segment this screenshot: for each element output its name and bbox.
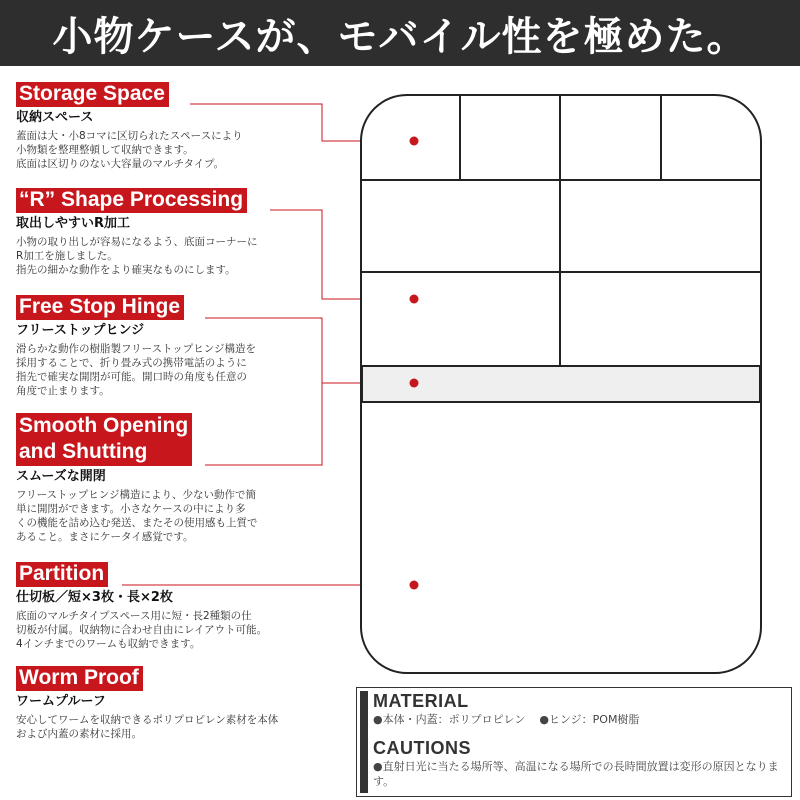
- feature-title-line: and Shutting: [19, 440, 148, 463]
- callout-dot: [410, 295, 419, 304]
- feature-worm-proof: [16, 666, 346, 741]
- feature-description: 小物の取り出しが容易になるよう、底面コーナーに R加工を施しました。 指先の細かな動作をより確実なものにします。: [16, 236, 258, 276]
- callout-dot: [410, 581, 419, 590]
- feature-description: 安心してワームを収納できるポリプロピレン素材を本体 および内蓋の素材に採用。: [16, 714, 279, 740]
- callout-dot: [410, 137, 419, 146]
- feature-title: [16, 413, 192, 466]
- feature-storage-space: [16, 82, 346, 171]
- feature-title-line: Smooth Opening: [19, 414, 189, 437]
- feature-title: Partition: [16, 562, 108, 587]
- spec-content: [373, 690, 785, 789]
- feature-subtitle: 仕切板／短×3枚・長×2枚: [16, 590, 173, 605]
- feature-title: “R” Shape Processing: [16, 188, 247, 213]
- feature-title: Storage Space: [16, 82, 169, 107]
- material-info: [373, 712, 785, 727]
- feature-free-stop-hinge: [16, 295, 346, 398]
- feature-smooth-opening: [16, 413, 346, 544]
- feature-description: 滑らかな動作の樹脂製フリーストップヒンジ構造を 採用することで、折り畳み式の携帯電話のように 指先で確実な開閉が可能。開口時の角度も任意の 角度で止まります。: [16, 343, 256, 397]
- material-hinge: ●ヒンジ：POM樹脂: [539, 713, 640, 726]
- feature-r-shape-processing: [16, 188, 346, 277]
- cautions-heading: CAUTIONS: [373, 738, 471, 758]
- feature-subtitle: スムーズな開閉: [16, 469, 106, 484]
- material-heading: MATERIAL: [373, 691, 469, 711]
- feature-title: Worm Proof: [16, 666, 143, 691]
- feature-title: Free Stop Hinge: [16, 295, 184, 320]
- callout-dot: [410, 379, 419, 388]
- hinge-band: [362, 366, 760, 402]
- feature-subtitle: 収納スペース: [16, 110, 94, 125]
- page-title: 小物ケースが、モバイル性を極めた。: [52, 13, 748, 60]
- feature-description: フリーストップヒンジ構造により、少ない動作で簡 単に開閉ができます。小さなケースの中により多 くの機能を詰め込む発送、またその使用感も上質で あること。まさにケータイ感覚です。: [16, 489, 258, 543]
- material-body: ●本体・内蓋：ポリプロピレン: [373, 713, 526, 726]
- cautions-body: ●直射日光に当たる場所等、高温になる場所での長時間放置は変形の原因となります。: [373, 760, 779, 788]
- feature-partition: [16, 562, 346, 651]
- feature-subtitle: フリーストップヒンジ: [16, 323, 145, 338]
- feature-description: 蓋面は大・小8コマに区切られたスペースにより 小物類を整理整頓して収納できます。 底面は区切りのない大容量のマルチタイプ。: [16, 130, 243, 170]
- feature-description: 底面のマルチタイプスペース用に短・長2種類の仕 切板が付属。収納物に合わせ自由にレイアウト可能。 4インチまでのワームも収納できます。: [16, 610, 268, 650]
- feature-subtitle: 取出しやすいR加工: [16, 216, 131, 231]
- spec-accent-bar: [360, 691, 368, 793]
- feature-subtitle: ワームプルーフ: [16, 694, 106, 709]
- spec-box: [356, 687, 792, 797]
